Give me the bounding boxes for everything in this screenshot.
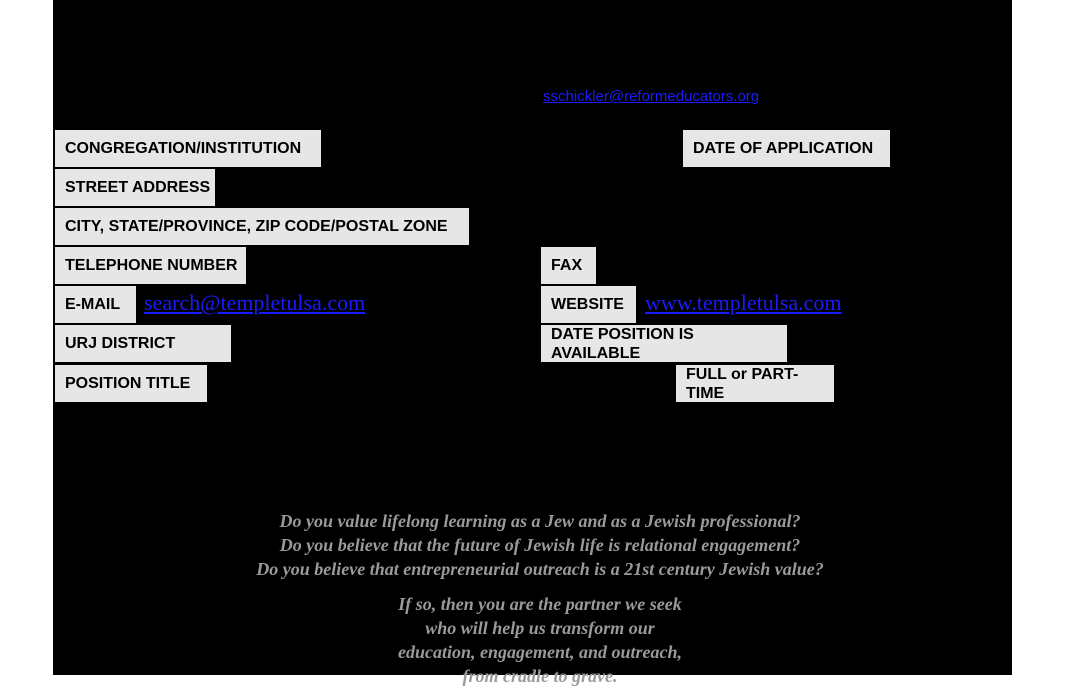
date-available-line1: DATE POSITION IS [551,325,694,343]
date-available-line2: AVAILABLE [551,344,641,362]
congregation-label: CONGREGATION/INSTITUTION [55,130,321,167]
question-line: Do you believe that the future of Jewish life is relational engagement? [279,535,801,555]
intro-closing [0,592,1080,688]
street-address-label: STREET ADDRESS [55,169,215,206]
closing-line: who will help us transform our [425,618,655,638]
email-label: E-MAIL [55,286,136,323]
position-title-label: POSITION TITLE [55,365,207,402]
closing-line: from cradle to grave. [462,666,618,686]
email-value-link[interactable]: search@templetulsa.com [144,290,366,315]
date-of-application-label: DATE OF APPLICATION [683,130,890,167]
fax-label: FAX [541,247,596,284]
intro-questions [0,509,1080,581]
date-position-available-label [541,325,787,362]
full-part-time-line1: FULL or PART- [686,365,799,383]
closing-line: education, engagement, and outreach, [397,642,682,662]
urj-district-label: URJ DISTRICT [55,325,231,362]
telephone-label: TELEPHONE NUMBER [55,247,246,284]
question-line: Do you value lifelong learning as a Jew and as a Jewish professional? [279,511,801,531]
website-value-link[interactable]: www.templetulsa.com [645,290,842,315]
closing-line: If so, then you are the partner we seek [398,594,682,614]
full-part-time-line2: TIME [686,384,725,402]
website-label: WEBSITE [541,286,636,323]
city-state-zip-label: CITY, STATE/PROVINCE, ZIP CODE/POSTAL ZONE [55,208,469,245]
contact-email-link[interactable]: sschickler@reformeducators.org [543,88,760,105]
full-part-time-label [676,365,834,402]
question-line: Do you believe that entrepreneurial outreach is a 21st century Jewish value? [256,559,824,579]
